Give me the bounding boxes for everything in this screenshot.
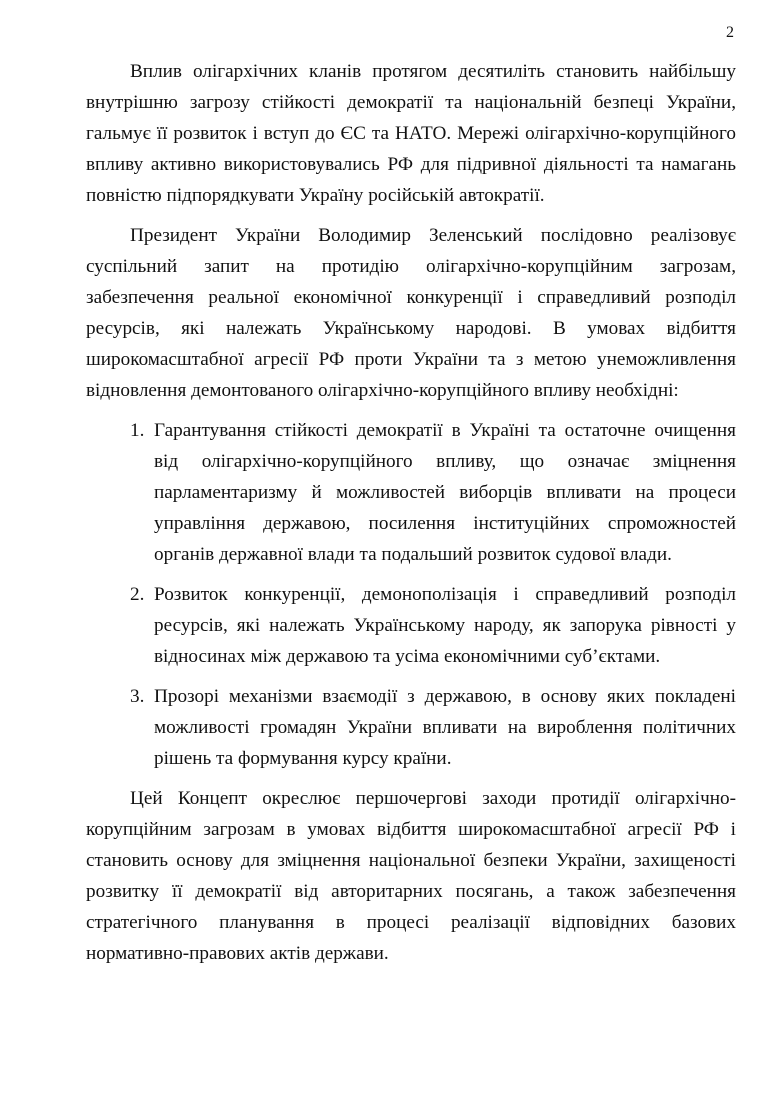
list-item-number: 3. bbox=[130, 686, 145, 707]
list-item bbox=[86, 681, 736, 774]
intro-paragraph: Вплив олігархічних кланів протягом десятиліть становить найбільшу внутрішню загрозу стійкості демократії та національній безпеці України, гальмує її розвиток і вступ до ЄС та НАТО. Мережі олігархічно-корупційного впливу активно використовувались РФ для підривної діяльності та намагань повністю підпорядкувати Україну російській автократії. bbox=[86, 61, 736, 206]
president-paragraph: Президент України Володимир Зеленський послідовно реалізовує суспільний запит на протидію олігархічно-корупційним загрозам, забезпечення реальної економічної конкуренції і справедливий розподіл ресурсів, які належать Українському народові. В умовах відбиття широкомасштабної агресії РФ проти України та з метою унеможливлення відновлення демонтованого олігархічно-корупційного впливу необхідні: bbox=[86, 225, 736, 401]
list-item-text: Гарантування стійкості демократії в Україні та остаточне очищення від олігархічно-корупційного впливу, що означає зміцнення парламентаризму й можливостей виборців впливати на процеси управління державою, посилення інституційних спроможностей органів державної влади та подальший розвиток судової влади. bbox=[154, 420, 736, 565]
list-item bbox=[86, 579, 736, 672]
concept-paragraph: Цей Концепт окреслює першочергові заходи протидії олігархічно-корупційним загрозам в умовах відбиття широкомасштабної агресії РФ і становить основу для зміцнення національної безпеки України, захищеності розвитку її демократії від авторитарних посягань, а також забезпечення стратегічного планування в процесі реалізації відповідних базових нормативно-правових актів держави. bbox=[86, 788, 736, 964]
list-item-number: 1. bbox=[130, 420, 145, 441]
list-item-number: 2. bbox=[130, 584, 145, 605]
list-item-text: Розвиток конкуренції, демонополізація і справедливий розподіл ресурсів, які належать Українському народу, як запорука рівності у відносинах між державою та усіма економічними суб’єктами. bbox=[154, 584, 736, 667]
list-item-text: Прозорі механізми взаємодії з державою, в основу яких покладені можливості громадян України впливати на вироблення політичних рішень та формування курсу країни. bbox=[154, 686, 736, 769]
priorities-list bbox=[86, 415, 736, 774]
list-item bbox=[86, 415, 736, 570]
document-body bbox=[86, 56, 736, 978]
page-number: 2 bbox=[726, 24, 734, 41]
